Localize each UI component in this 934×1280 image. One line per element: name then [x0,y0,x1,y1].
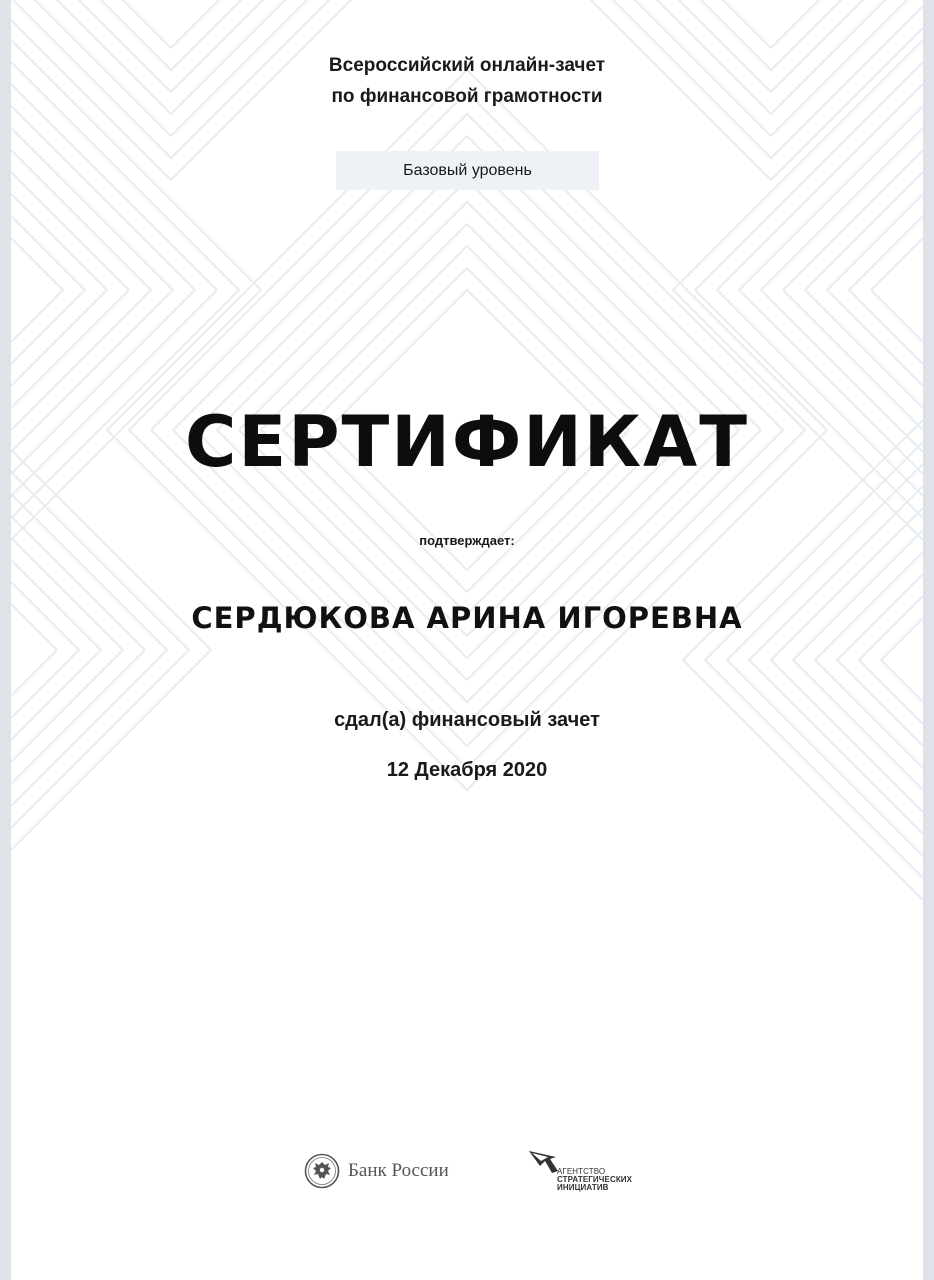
page-border-right [923,0,934,1280]
pattern-diamond [815,552,923,768]
asi-line-1: АГЕНТСТВО [557,1167,606,1176]
pattern-diamond [705,442,923,878]
bank-of-russia-logo [304,1152,449,1190]
pattern-diamond [849,216,923,364]
asi-arrow-icon [528,1149,560,1177]
header-line-2: по финансовой грамотности [331,86,603,107]
pattern-diamond [11,516,145,784]
level-badge: Базовый уровень [336,151,599,190]
bank-name: Банк России [348,1160,449,1181]
pattern-diamond [805,172,923,408]
pattern-diamond [793,530,923,790]
pattern-diamond [827,194,923,386]
pattern-diamond [11,150,151,430]
pattern-diamond [11,194,107,386]
asi-line-3: ИНИЦИАТИВ [557,1183,609,1192]
header-line-1: Всероссийский онлайн-зачет [328,55,606,76]
certificate-title: СЕРТИФИКАТ [185,401,749,483]
pattern-diamond [723,0,819,48]
certificate-date: 12 Декабря 2020 [386,759,548,781]
asi-line-2: СТРАТЕГИЧЕСКИХ [557,1175,633,1184]
passed-statement: сдал(а) финансовый зачет [334,709,600,731]
double-headed-eagle-icon [304,1153,340,1189]
pattern-diamond [11,216,85,364]
asi-logo [528,1149,638,1195]
pattern-diamond [11,450,211,850]
pattern-diamond [11,172,129,408]
pattern-diamond [727,464,923,856]
page-border-left [0,0,11,1280]
pattern-diamond [783,150,923,430]
recipient-name: СЕРДЮКОВА АРИНА ИГОРЕВНА [191,601,743,635]
pattern-diamond [123,0,219,48]
certificate-header [0,50,934,112]
confirms-label: подтверждает: [419,533,515,548]
pattern-diamond [683,420,923,900]
pattern-diamond [871,238,923,342]
pattern-diamond [11,238,63,342]
